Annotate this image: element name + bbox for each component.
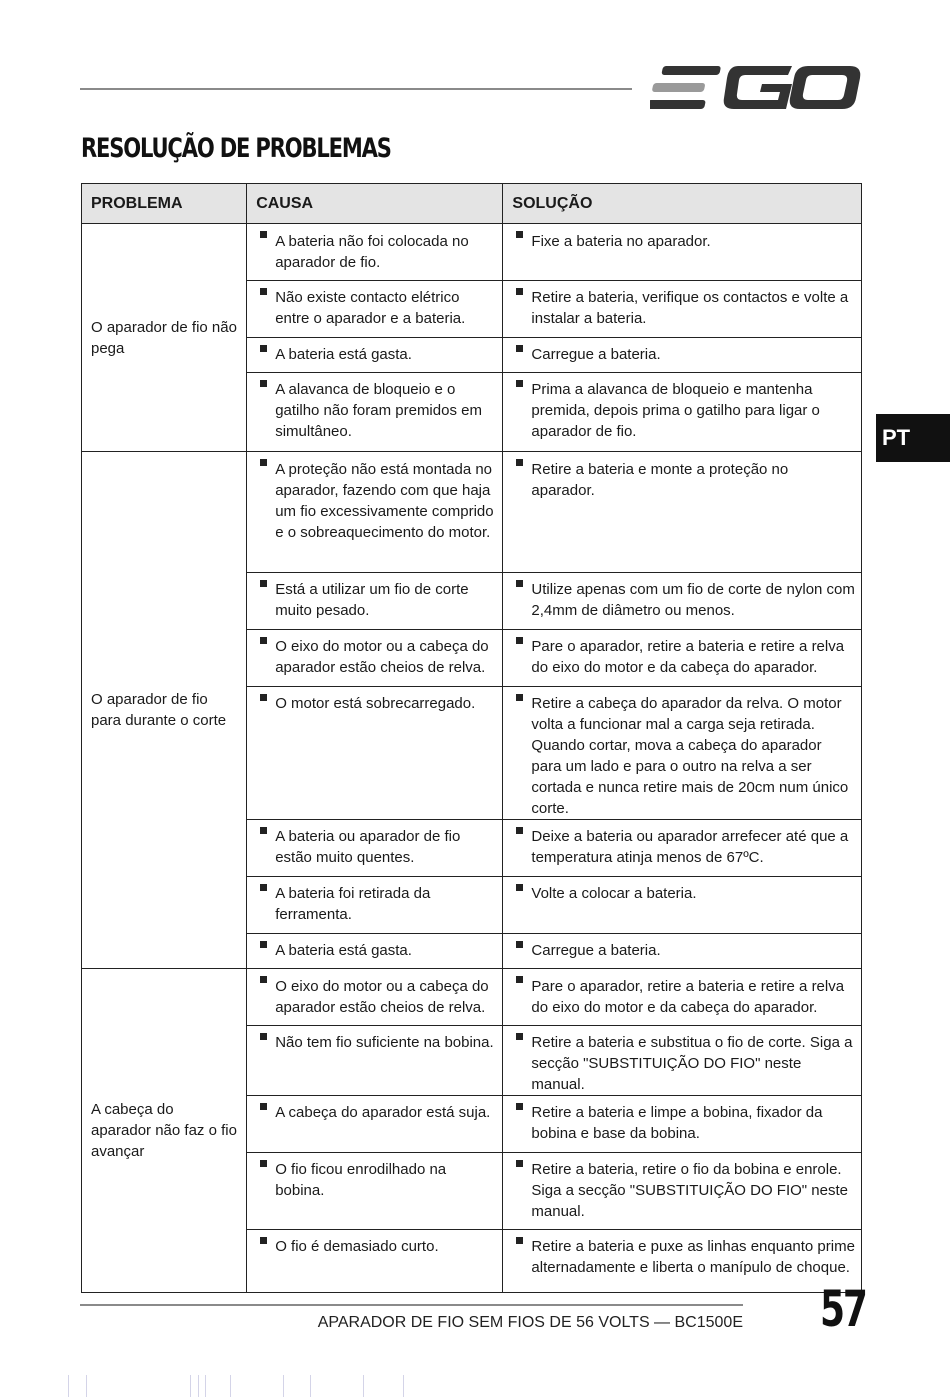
solution-cell — [503, 573, 862, 630]
cause-cell — [247, 820, 503, 877]
solution-text: Retire a cabeça do aparador da relva. O motor volta a funcionar mal a carga seja retirada. Quando cortar, mova a cabeça do aparador para um lado e para o outro na relva a ser cortada e nunca retire mais de 20cm num único corte. — [503, 687, 861, 819]
cause-cell — [247, 281, 503, 338]
header-solution: SOLUÇÃO — [503, 184, 862, 224]
solution-text: Pare o aparador, retire a bateria e retire a relva do eixo do motor e da cabeça do aparador. — [503, 969, 861, 1018]
cause-cell — [247, 224, 503, 281]
scan-mark — [310, 1375, 311, 1397]
solution-text: Retire a bateria e limpe a bobina, fixador da bobina e base da bobina. — [503, 1096, 861, 1144]
solution-text: Carregue a bateria. — [503, 934, 861, 961]
solution-text: Utilize apenas com um fio de corte de nylon com 2,4mm de diâmetro ou menos. — [503, 573, 861, 621]
solution-cell — [503, 820, 862, 877]
cause-text: Não tem fio suficiente na bobina. — [247, 1026, 502, 1053]
cause-cell — [247, 687, 503, 820]
cause-cell — [247, 630, 503, 687]
cause-text: A bateria está gasta. — [247, 934, 502, 961]
cause-text: O eixo do motor ou a cabeça do aparador estão cheios de relva. — [247, 630, 502, 678]
problem-cell: A cabeça do aparador não faz o fio avançar — [82, 969, 247, 1293]
scan-mark — [403, 1375, 404, 1397]
solution-cell — [503, 969, 862, 1026]
solution-text: Pare o aparador, retire a bateria e retire a relva do eixo do motor e da cabeça do aparador. — [503, 630, 861, 678]
cause-cell — [247, 877, 503, 934]
solution-cell — [503, 687, 862, 820]
cause-cell — [247, 934, 503, 969]
scan-mark — [86, 1375, 87, 1397]
table-row — [82, 224, 862, 281]
troubleshooting-table — [81, 183, 862, 1293]
scan-mark — [68, 1375, 69, 1397]
header-problem: PROBLEMA — [82, 184, 247, 224]
header-rule — [80, 88, 632, 90]
solution-text: Retire a bateria e substitua o fio de corte. Siga a secção "SUBSTITUIÇÃO DO FIO" neste manual. — [503, 1026, 861, 1095]
cause-cell — [247, 573, 503, 630]
solution-text: Volte a colocar a bateria. — [503, 877, 861, 904]
cause-text: Não existe contacto elétrico entre o aparador e a bateria. — [247, 281, 502, 329]
scan-mark — [190, 1375, 191, 1397]
scan-mark — [230, 1375, 231, 1397]
cause-text: A proteção não está montada no aparador, fazendo com que haja um fio excessivamente comprido e o sobreaquecimento do motor. — [247, 452, 502, 543]
solution-cell — [503, 452, 862, 573]
solution-cell — [503, 877, 862, 934]
cause-cell — [247, 452, 503, 573]
solution-cell — [503, 1026, 862, 1096]
solution-text: Retire a bateria e monte a proteção no aparador. — [503, 452, 861, 501]
solution-text: Fixe a bateria no aparador. — [503, 224, 861, 252]
solution-cell — [503, 1096, 862, 1153]
table-header-row — [82, 184, 862, 224]
cause-text: A cabeça do aparador está suja. — [247, 1096, 502, 1123]
cause-cell — [247, 1026, 503, 1096]
cause-cell — [247, 1230, 503, 1293]
cause-text: O fio é demasiado curto. — [247, 1230, 502, 1257]
ego-logo — [650, 62, 862, 112]
cause-cell — [247, 969, 503, 1026]
footer-rule — [80, 1304, 743, 1306]
solution-text: Retire a bateria, verifique os contactos e volte a instalar a bateria. — [503, 281, 861, 329]
solution-cell — [503, 281, 862, 338]
solution-cell — [503, 338, 862, 373]
scan-mark — [283, 1375, 284, 1397]
cause-text: O eixo do motor ou a cabeça do aparador estão cheios de relva. — [247, 969, 502, 1018]
table-body — [82, 224, 862, 1293]
solution-text: Retire a bateria, retire o fio da bobina e enrole. Siga a secção "SUBSTITUIÇÃO DO FIO" neste manual. — [503, 1153, 861, 1222]
cause-cell — [247, 1153, 503, 1230]
problem-cell: O aparador de fio para durante o corte — [82, 452, 247, 969]
cause-text: Está a utilizar um fio de corte muito pesado. — [247, 573, 502, 621]
page-number: 57 — [820, 1280, 866, 1338]
table-row — [82, 969, 862, 1026]
solution-cell — [503, 373, 862, 452]
cause-text: A alavanca de bloqueio e o gatilho não foram premidos em simultâneo. — [247, 373, 502, 442]
footer-text: APARADOR DE FIO SEM FIOS DE 56 VOLTS — BC1500E — [317, 1314, 743, 1331]
language-tab: PT — [876, 414, 950, 462]
solution-cell — [503, 934, 862, 969]
solution-text: Carregue a bateria. — [503, 338, 861, 365]
solution-text: Deixe a bateria ou aparador arrefecer até que a temperatura atinja menos de 67ºC. — [503, 820, 861, 868]
cause-text: O motor está sobrecarregado. — [247, 687, 502, 714]
cause-text: A bateria está gasta. — [247, 338, 502, 365]
solution-cell — [503, 1153, 862, 1230]
cause-cell — [247, 338, 503, 373]
cause-text: A bateria ou aparador de fio estão muito quentes. — [247, 820, 502, 868]
cause-text: O fio ficou enrodilhado na bobina. — [247, 1153, 502, 1201]
page-title: RESOLUÇÃO DE PROBLEMAS — [81, 133, 391, 164]
solution-text: Prima a alavanca de bloqueio e mantenha premida, depois prima o gatilho para ligar o aparador de fio. — [503, 373, 861, 442]
solution-cell — [503, 1230, 862, 1293]
scan-mark — [198, 1375, 199, 1397]
solution-text: Retire a bateria e puxe as linhas enquanto prime alternadamente e liberta o manípulo de choque. — [503, 1230, 861, 1278]
cause-text: A bateria foi retirada da ferramenta. — [247, 877, 502, 925]
solution-cell — [503, 224, 862, 281]
problem-cell: O aparador de fio não pega — [82, 224, 247, 452]
cause-text: A bateria não foi colocada no aparador de fio. — [247, 224, 502, 273]
scan-mark — [363, 1375, 364, 1397]
table-row — [82, 452, 862, 573]
solution-cell — [503, 630, 862, 687]
header-cause: CAUSA — [247, 184, 503, 224]
cause-cell — [247, 373, 503, 452]
scan-mark — [205, 1375, 206, 1397]
cause-cell — [247, 1096, 503, 1153]
